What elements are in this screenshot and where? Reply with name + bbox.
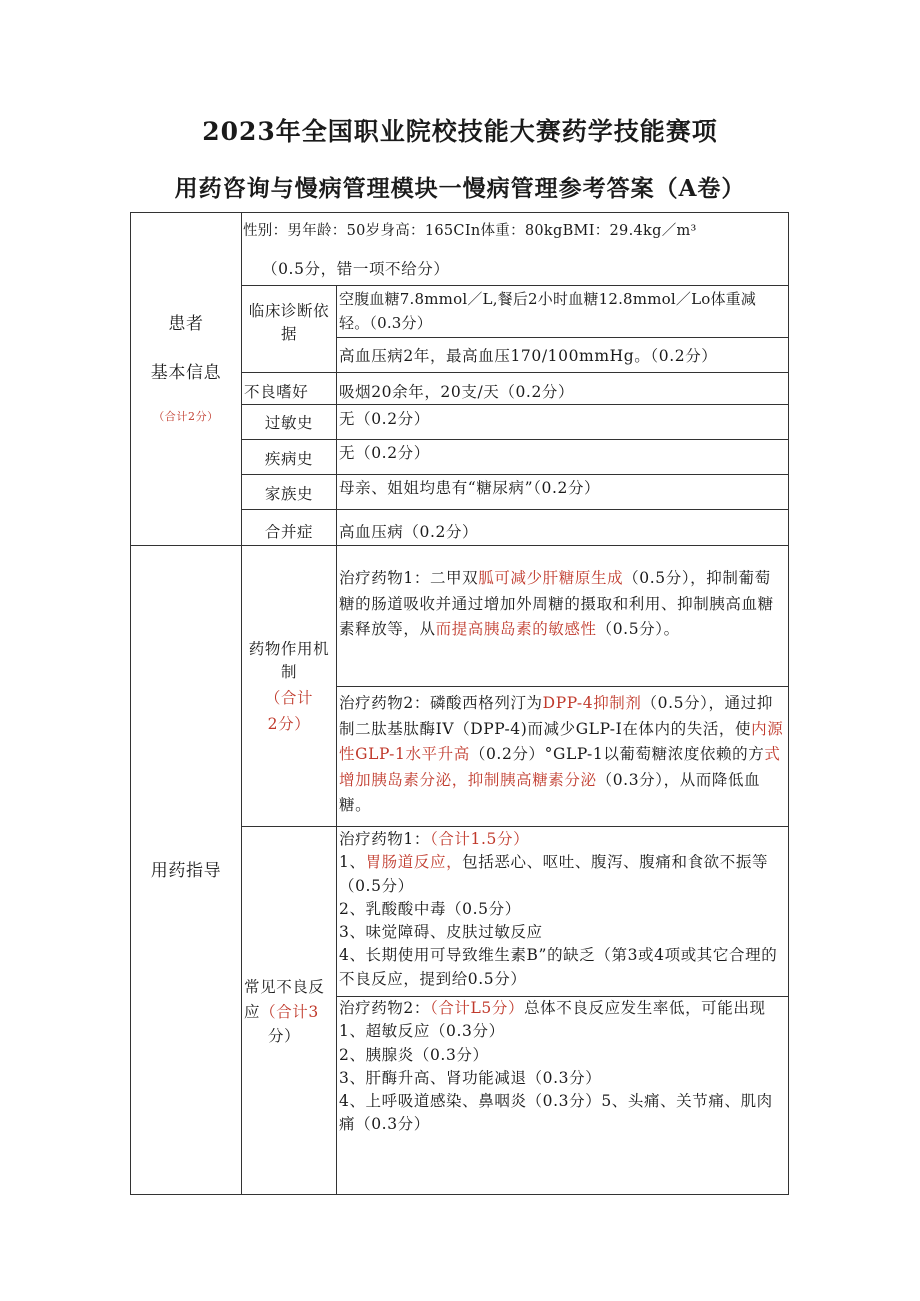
basic-info-score: （合计2分） [153, 410, 219, 423]
document-title: 2023年全国职业院校技能大赛药学技能赛项 [202, 117, 718, 146]
row-divider [241, 285, 789, 286]
habits-value: 吸烟20余年，20支/天（0.2分） [339, 383, 575, 401]
adverse-label: 常见不良反 应（合计3 分） [244, 978, 325, 1045]
basic-info-heading-1: 患者 [168, 314, 204, 334]
complication-label: 合并症 [264, 523, 314, 541]
allergy-value: 无（0.2分） [339, 410, 430, 428]
medication-guide-heading: 用药指导 [150, 861, 222, 881]
complication-value: 高血压病（0.2分） [339, 523, 479, 541]
column-divider-2-bottom [336, 545, 337, 1195]
patient-profile: 性别：男年龄：50岁身高：165CIn体重：80kgBMI：29.4kg／m³ [243, 223, 697, 239]
allergy-label: 过敏史 [264, 414, 314, 432]
mechanism-score-1: （合计 [264, 689, 314, 707]
column-divider-2-top [336, 285, 337, 545]
drug2-mechanism: 治疗药物2：磷酸西格列汀为DPP-4抑制剂（0.5分），通过抑制二肽基肽酶IV（DPP-4)而减少GLP-I在体内的失活，使内源性GLP-1水平升高（0.2分）°GLP-1以葡萄糖浓度依赖的方式增加胰岛素分泌，抑制胰高糖素分泌（0.3分），从而降低血糖。 [339, 694, 784, 814]
row-divider [241, 439, 789, 440]
document-subtitle: 用药咨询与慢病管理模块一慢病管理参考答案（A卷） [174, 175, 746, 202]
diagnosis-glucose: 空腹血糖7.8mmol／L,餐后2小时血糖12.8mmol／Lo体重减轻。（0.3分） [339, 290, 757, 332]
mechanism-score-2: 2分） [267, 715, 311, 733]
disease-history-label: 疾病史 [264, 450, 314, 468]
patient-profile-score: （0.5分，错一项不给分） [262, 260, 450, 278]
diagnosis-label: 临床诊断依据 [248, 302, 330, 343]
basic-info-heading-2: 基本信息 [150, 363, 222, 383]
habits-label: 不良嗜好 [244, 383, 309, 401]
disease-history-value: 无（0.2分） [339, 444, 430, 462]
drug1-adverse-reactions: 治疗药物1：（合计1.5分） 1、胃肠道反应，包括恶心、呕吐、腹泻、腹痛和食欲不振等（0.5分） 2、乳酸酸中毒（0.5分） 3、味觉障碍、皮肤过敏反应 4、长期使用可导致维生素B”的缺乏（第3或4项或其它合理的不良反应，提到给0.5分） [339, 830, 778, 988]
family-history-value: 母亲、姐姐均患有“糖尿病”（0.2分） [339, 479, 601, 497]
row-divider [336, 686, 789, 687]
diagnosis-hypertension: 高血压病2年，最高血压170/100mmHg。（0.2分） [339, 347, 718, 365]
row-divider [336, 337, 789, 338]
drug2-adverse-reactions: 治疗药物2：（合计L5分）总体不良反应发生率低，可能出现1、超敏反应（0.3分） 2、胰腺炎（0.3分） 3、肝酶升高、肾功能减退（0.3分） 4、上呼吸道感染、鼻咽炎（0.3分）5、头痛、关节痛、肌肉痛（0.3分） [339, 999, 773, 1134]
row-divider [241, 509, 789, 510]
row-divider [241, 372, 789, 373]
section-divider [130, 545, 789, 546]
row-divider [241, 474, 789, 475]
family-history-label: 家族史 [264, 485, 314, 503]
drug1-mechanism: 治疗药物1：二甲双胍可减少肝糖原生成（0.5分），抑制葡萄糖的肠道吸收并通过增加外周糖的摄取和利用、抑制胰高血糖素释放等，从而提高胰岛素的敏感性（0.5分）。 [339, 569, 774, 638]
mechanism-label: 药物作用机制 [248, 640, 330, 681]
row-divider [241, 826, 789, 827]
